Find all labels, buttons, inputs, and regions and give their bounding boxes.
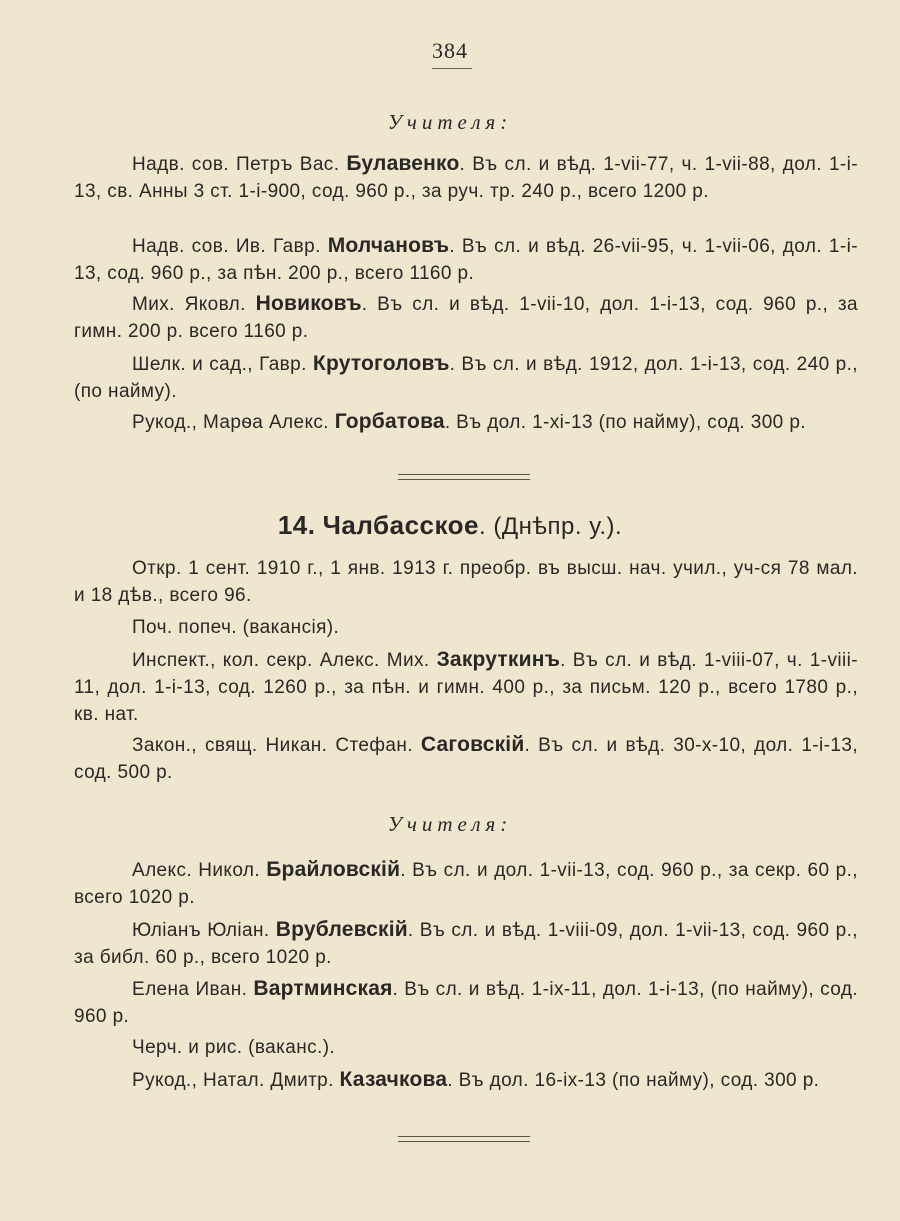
- entry-molchanov: Надв. сов. Ив. Гавр. Молчановъ. Въ сл. и вѣд. 26-vii-95, ч. 1-vii-06, дол. 1-i-13, сод. 960 р., за пѣн. 200 р., всего 1160 р.: [74, 234, 858, 284]
- teachers-heading-2: Учителя:: [387, 812, 513, 836]
- surname: Саговскій: [420, 733, 525, 756]
- honorary-trustee: Поч. попеч. (вакансія).: [132, 617, 340, 638]
- surname: Крутоголовъ: [312, 352, 450, 375]
- surname: Молчановъ: [327, 234, 450, 257]
- section-title: 14. Чалбасское. (Днѣпр. у.).: [277, 510, 623, 540]
- entry-gorbatova: Рукод., Марѳа Алекс. Горбатова. Въ дол. 1-xi-13 (по найму), сод. 300 р.: [132, 410, 806, 433]
- entry-krutogolov: Шелк. и сад., Гавр. Крутоголовъ. Въ сл. и вѣд. 1912, дол. 1-i-13, сод. 240 р., (по найму).: [74, 352, 858, 402]
- school-info: Откр. 1 сент. 1910 г., 1 янв. 1913 г. преобр. въ высш. нач. учил., уч-ся 78 мал. и 18 дѣв., всего 96.: [74, 558, 858, 606]
- surname: Казачкова: [339, 1068, 448, 1091]
- entry-kazachkova: Рукод., Натал. Дмитр. Казачкова. Въ дол. 16-ix-13 (по найму), сод. 300 р.: [132, 1068, 820, 1091]
- surname: Булавенко: [346, 152, 460, 175]
- surname: Закруткинъ: [436, 648, 561, 671]
- entry-bulavenko: Надв. сов. Петръ Вас. Булавенко. Въ сл. и вѣд. 1-vii-77, ч. 1-vii-88, дол. 1-i-13, св. Анны 3 ст. 1-i-900, сод. 960 р., за руч. тр. 240 р., всего 1200 р.: [74, 152, 858, 202]
- entry-vartminskaya: Елена Иван. Вартминская. Въ сл. и вѣд. 1-ix-11, дол. 1-i-13, (по найму), сод. 960 р.: [74, 977, 858, 1027]
- surname: Новиковъ: [255, 292, 362, 315]
- surname: Врублевскій: [275, 918, 408, 941]
- page-number-rule: [432, 68, 472, 69]
- drawing-vacancy: Черч. и рис. (ваканс.).: [132, 1037, 336, 1058]
- entry-zakrutkin: Инспект., кол. секр. Алекс. Мих. Закруткинъ. Въ сл. и вѣд. 1-viii-07, ч. 1-viii-11, дол. 1-i-13, сод. 1260 р., за пѣн. и гимн. 400 р., за письм. 120 р., всего 1780 р., кв. нат.: [74, 648, 858, 725]
- entry-brailovsky: Алекс. Никол. Брайловскій. Въ сл. и дол. 1-vii-13, сод. 960 р., за секр. 60 р., всего 1020 р.: [74, 858, 858, 908]
- entry-sagovsky: Закон., свящ. Никан. Стефан. Саговскій. Въ сл. и вѣд. 30-x-10, дол. 1-i-13, сод. 500 р.: [74, 733, 858, 783]
- section-divider: [398, 474, 530, 480]
- page-number: 384: [432, 38, 468, 63]
- surname: Вартминская: [253, 977, 393, 1000]
- surname: Горбатова: [334, 410, 445, 433]
- school-name: Чалбасское: [322, 510, 480, 540]
- surname: Брайловскій: [266, 858, 401, 881]
- entry-novikov: Мих. Яковл. Новиковъ. Въ сл. и вѣд. 1-vii-10, дол. 1-i-13, сод. 960 р., за гимн. 200 р. всего 1160 р.: [74, 292, 858, 342]
- bottom-divider: [398, 1136, 530, 1142]
- teachers-heading: Учителя:: [387, 110, 513, 134]
- entry-vrublevsky: Юліанъ Юліан. Врублевскій. Въ сл. и вѣд. 1-viii-09, дол. 1-vii-13, сод. 960 р., за библ. 60 р., всего 1020 р.: [74, 918, 858, 968]
